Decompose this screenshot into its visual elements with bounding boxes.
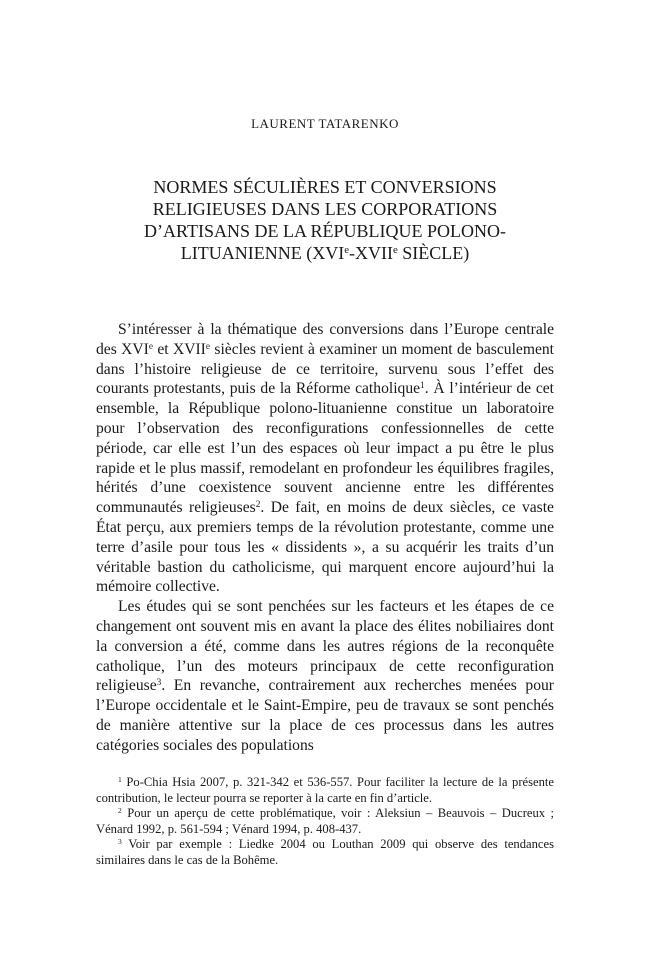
title-line: NORMES SÉCULIÈRES ET CONVERSIONS	[153, 177, 497, 197]
footnotes	[96, 775, 554, 869]
chapter-title	[100, 176, 550, 264]
superscript: e	[344, 244, 349, 257]
superscript: e	[148, 341, 154, 352]
footnote	[96, 775, 554, 806]
text-run: Les études qui se sont penchées sur les facteurs et les étapes de ce changement ont souvent mis en avant la place des élites nobiliaires dont la conversion a été, comme dans les autres régions de la reconquête catholique, l’un des moteurs principaux de cette reconfiguration religieuse	[96, 598, 554, 695]
text-run: et XVII	[153, 340, 206, 358]
text-run: . De fait, en moins de deux siècles, ce vaste État perçu, aux premiers temps de la révolution protestante, comme une terre d’asile pour tous les « dissidents », a su acquérir les traits d’un véritable bastion du catholicisme, qui marquent encore aujourd’hui la mémoire collective.	[96, 499, 554, 596]
footnote	[96, 837, 554, 868]
footnote-ref[interactable]: 1	[420, 381, 425, 392]
footnote-text: Voir par exemple : Liedke 2004 ou Louthan 2009 qui observe des tendances similaires dans le cas de la Bohême.	[96, 837, 554, 867]
footnote-ref[interactable]: 2	[255, 500, 261, 511]
title-text: SIÈCLE)	[397, 243, 470, 263]
footnote-number: 2	[118, 806, 122, 816]
title-line: RELIGIEUSES DANS LES CORPORATIONS	[152, 199, 498, 219]
body-text	[96, 320, 554, 756]
text-run: . En revanche, contrairement aux recherches menées pour l’Europe occidentale et le Saint-Empire, peu de travaux se sont penchés de manière attentive sur la place de ces processus dans les autres catégories sociales des populations	[96, 677, 554, 754]
title-line: D’ARTISANS DE LA RÉPUBLIQUE POLONO-	[144, 221, 506, 241]
text-run: siècles revient à examiner un moment de basculement dans l’histoire religieuse de ce territoire, survenu sous l’effet des courants protestants, puis de la Réforme catholique	[96, 340, 554, 398]
footnote-number: 1	[118, 774, 122, 784]
footnote-text: Po-Chia Hsia 2007, p. 321-342 et 536-557. Pour faciliter la lecture de la présente contribution, le lecteur pourra se reporter à la carte en fin d’article.	[96, 775, 554, 805]
footnote-text: Pour un aperçu de cette problématique, voir : Aleksiun – Beauvois – Ducreux ; Vénard 1992, p. 561-594 ; Vénard 1994, p. 408-437.	[96, 806, 554, 836]
title-text: LITUANIENNE (XVI	[180, 243, 345, 263]
footnote	[96, 806, 554, 837]
title-text: -XVII	[348, 243, 393, 263]
paragraph	[96, 320, 554, 597]
paragraph	[96, 597, 554, 755]
superscript: e	[205, 341, 211, 352]
footnote-ref[interactable]: 3	[156, 678, 162, 689]
author-name: LAURENT TATARENKO	[251, 116, 399, 131]
title-line	[100, 242, 550, 264]
superscript: e	[392, 244, 398, 257]
text-run: . À l’intérieur de cet ensemble, la République polono-lituanienne constitue un laboratoire pour l’observation des reconfigurations confessionnelles de cette période, car elle est l’un des espaces où leur impact a pu être le plus rapide et le plus massif, remodelant en profondeur les équilibres fragiles, hérités d’une coexistence souvent ancienne entre les différentes communautés religieuses	[96, 380, 554, 517]
footnote-number: 3	[118, 837, 122, 847]
text-run: S’intéresser à la thématique des conversions dans l’Europe centrale des XVI	[96, 321, 554, 358]
